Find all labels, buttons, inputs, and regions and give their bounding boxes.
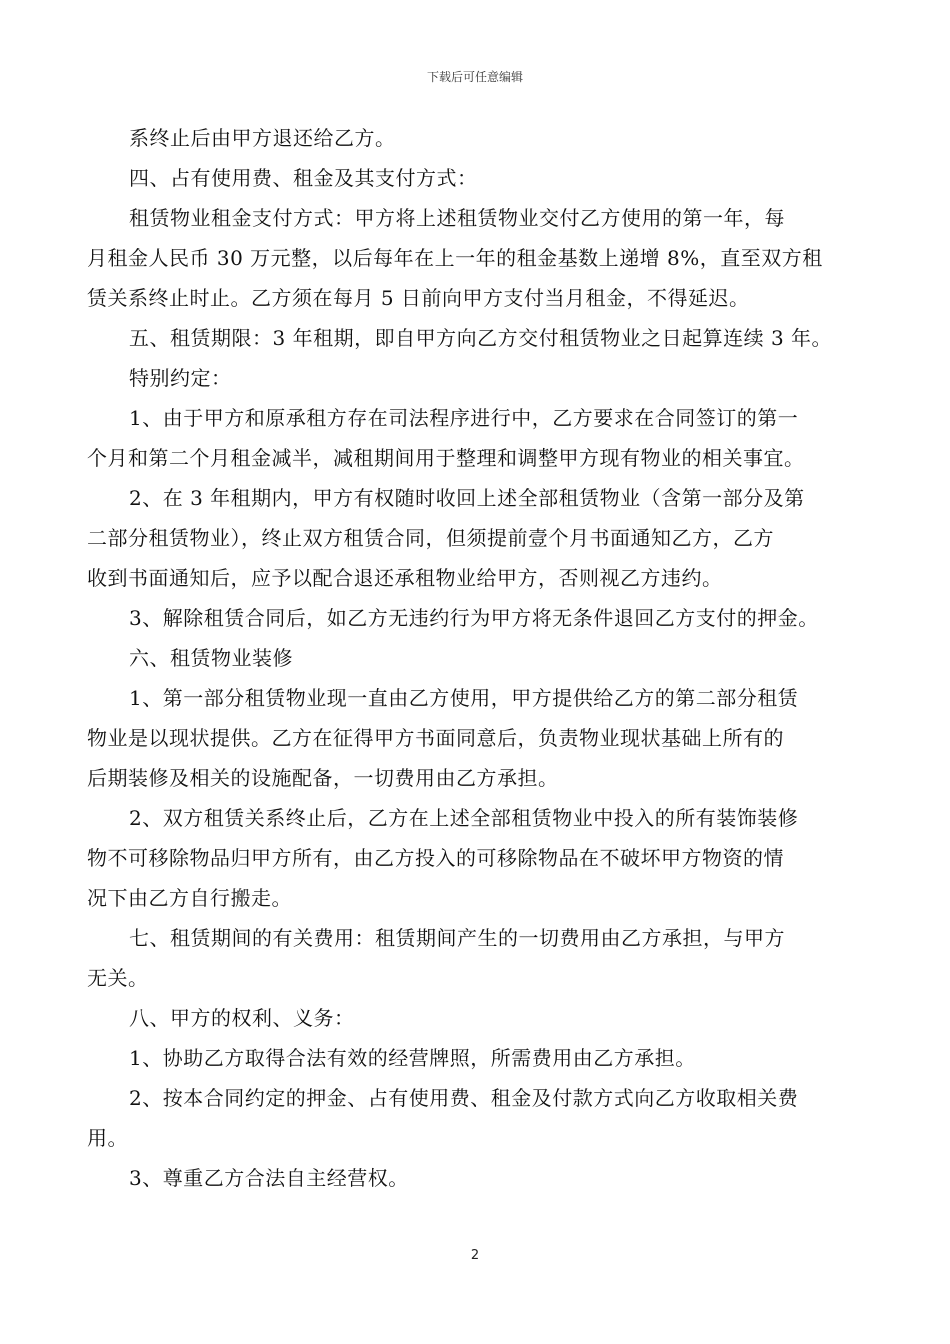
- page-number: 2: [470, 1248, 480, 1263]
- text-line: 2、按本合同约定的押金、占有使用费、租金及付款方式向乙方收取相关费: [129, 1086, 799, 1110]
- text-line: 1、由于甲方和原承租方存在司法程序进行中，乙方要求在合同签订的第一: [129, 406, 799, 430]
- text-line: 物不可移除物品归甲方所有，由乙方投入的可移除物品在不破坏甲方物资的情: [87, 846, 784, 870]
- page-header: 下载后可任意编辑: [426, 70, 523, 84]
- text-line: 3、解除租赁合同后，如乙方无违约行为甲方将无条件退回乙方支付的押金。: [129, 606, 819, 630]
- text-line: 五、租赁期限：3 年租期，即自甲方向乙方交付租赁物业之日起算连续 3 年。: [129, 326, 833, 350]
- text-line: 收到书面通知后，应予以配合退还承租物业给甲方，否则视乙方违约。: [87, 566, 723, 590]
- text-line: 个月和第二个月租金减半，减租期间用于整理和调整甲方现有物业的相关事宜。: [87, 446, 805, 470]
- text-line: 二部分租赁物业），终止双方租赁合同，但须提前壹个月书面通知乙方，乙方: [87, 526, 774, 550]
- text-line: 无关。: [87, 966, 149, 990]
- text-line: 租赁物业租金支付方式：甲方将上述租赁物业交付乙方使用的第一年，每: [129, 206, 785, 230]
- body-text: [87, 118, 863, 1198]
- text-line: 1、第一部分租赁物业现一直由乙方使用，甲方提供给乙方的第二部分租赁: [129, 686, 799, 710]
- text-line: 七、租赁期间的有关费用：租赁期间产生的一切费用由乙方承担，与甲方: [129, 926, 785, 950]
- text-line: 物业是以现状提供。乙方在征得甲方书面同意后，负责物业现状基础上所有的: [87, 726, 784, 750]
- text-line: 2、在 3 年租期内，甲方有权随时收回上述全部租赁物业（含第一部分及第: [129, 486, 805, 510]
- text-line: 月租金人民币 30 万元整，以后每年在上一年的租金基数上递增 8%，直至双方租: [87, 246, 823, 270]
- text-line: 用。: [87, 1126, 128, 1150]
- text-line: 六、租赁物业装修: [129, 646, 293, 670]
- text-line: 特别约定：: [129, 366, 232, 390]
- text-line: 1、协助乙方取得合法有效的经营牌照，所需费用由乙方承担。: [129, 1046, 696, 1070]
- text-line: 四、占有使用费、租金及其支付方式：: [129, 166, 478, 190]
- text-line: 八、甲方的权利、义务：: [129, 1006, 355, 1030]
- text-line: 3、尊重乙方合法自主经营权。: [129, 1166, 409, 1190]
- text-line: 2、双方租赁关系终止后，乙方在上述全部租赁物业中投入的所有装饰装修: [129, 806, 799, 830]
- document-body: [87, 118, 863, 1198]
- text-line: 赁关系终止时止。乙方须在每月 5 日前向甲方支付当月租金，不得延迟。: [87, 286, 750, 310]
- text-line: 况下由乙方自行搬走。: [87, 886, 292, 910]
- text-line: 系终止后由甲方退还给乙方。: [129, 126, 396, 150]
- text-line: 后期装修及相关的设施配备，一切费用由乙方承担。: [87, 766, 559, 790]
